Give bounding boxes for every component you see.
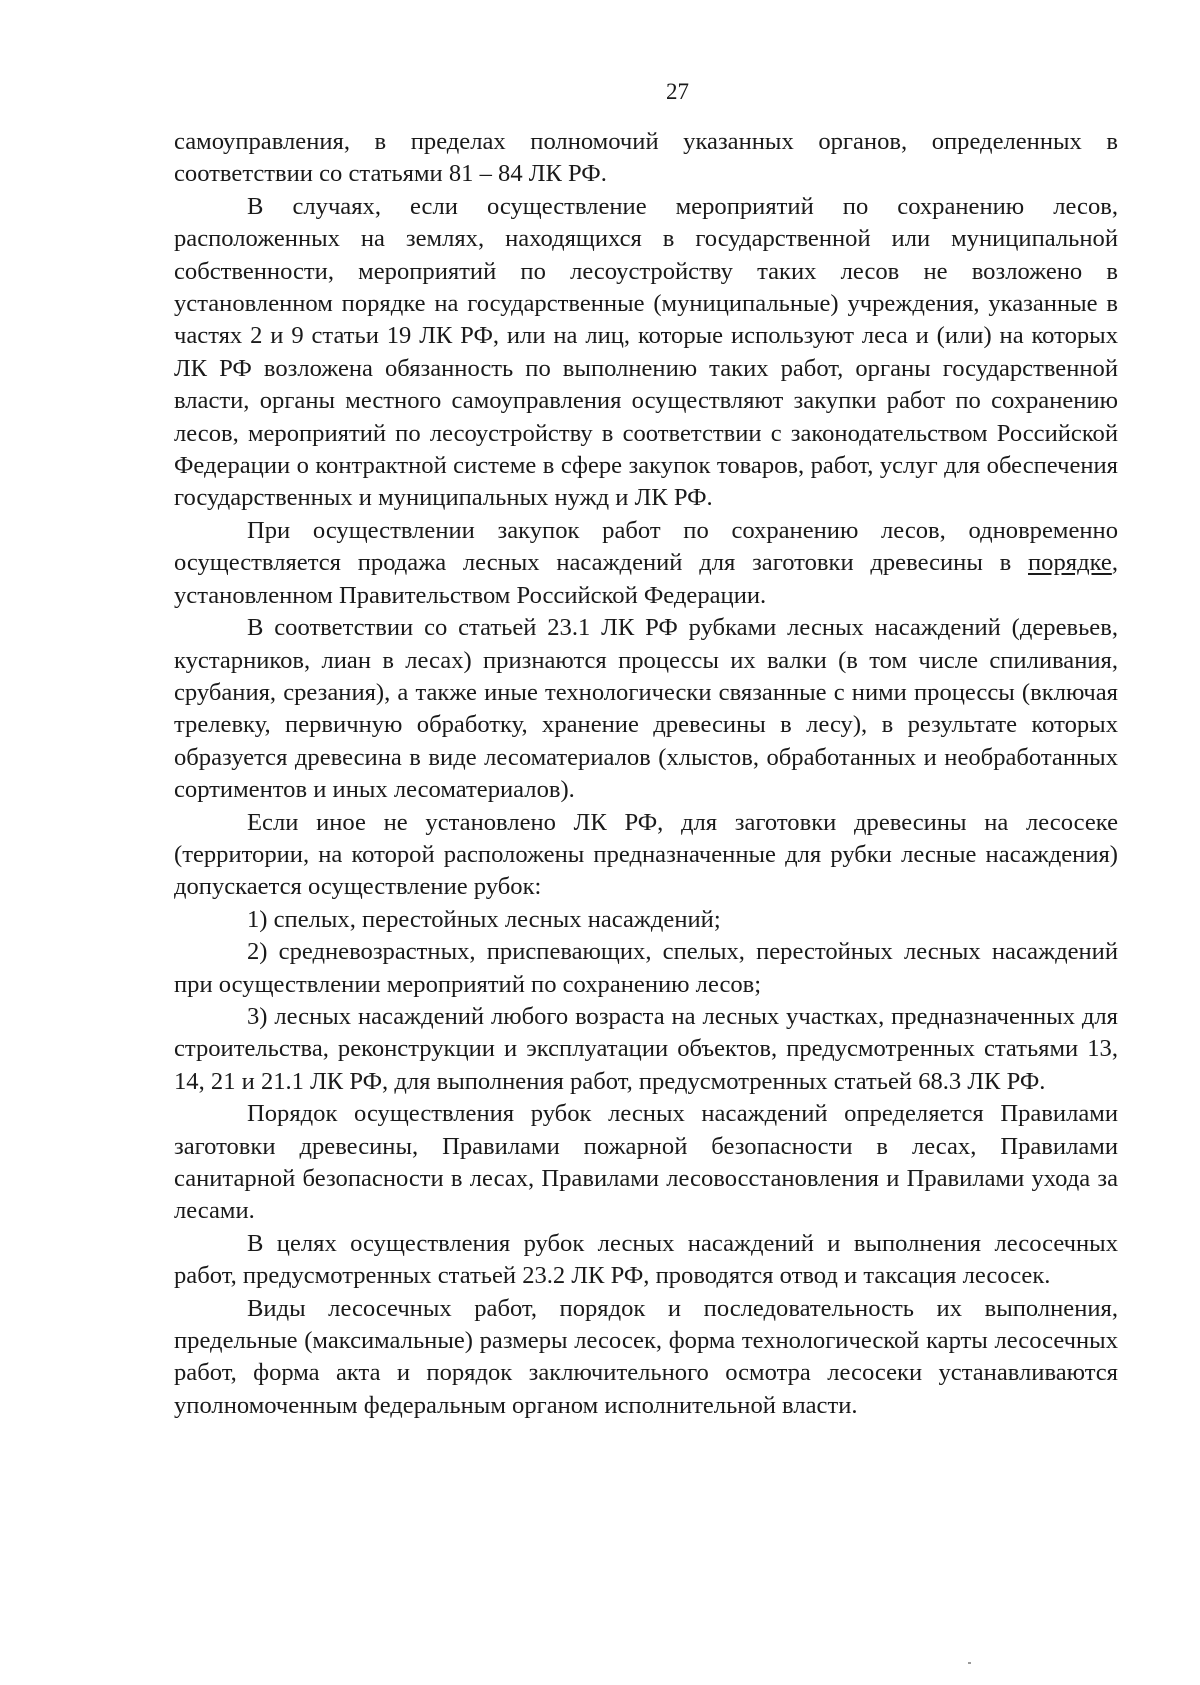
- paragraph-timber-sale-text-after: , установленном Правительством Российской Федерации.: [174, 549, 1118, 609]
- paragraph-felling-rules: Порядок осуществления рубок лесных насаждений определяется Правилами заготовки древесины, Правилами пожарной безопасности в лесах, Правилами санитарной безопасности в лесах, Правилами лесовосстановления и Правилами ухода за лесами.: [174, 1100, 1118, 1225]
- paragraph-allotment-taxation: В целях осуществления рубок лесных насаждений и выполнения лесосечных работ, предусмотренных статьей 23.2 ЛК РФ, проводятся отвод и таксация лесосек.: [174, 1229, 1118, 1290]
- list-item-1: 1) спелых, перестойных лесных насаждений;: [247, 905, 721, 933]
- scan-speck: [968, 1662, 971, 1664]
- document-body: [174, 126, 1118, 1422]
- paragraph-felling-permitted: Если иное не установлено ЛК РФ, для заготовки древесины на лесосеке (территории, на которой расположены предназначенные для рубки лесные насаждения) допускается осуществление рубок:: [174, 808, 1118, 901]
- paragraph-felling-definition: В соответствии со статьей 23.1 ЛК РФ рубками лесных насаждений (деревьев, кустарников, лиан в лесах) признаются процессы их валки (в том числе спиливания, срубания, срезания), а также иные технологически связанные с ними процессы (включая трелевку, первичную обработку, хранение древесины в лесу), в результате которых образуется древесина в виде лесоматериалов (хлыстов, обработанных и необработанных сортиментов и иных лесоматериалов).: [174, 614, 1118, 804]
- paragraph-continuation: самоуправления, в пределах полномочий указанных органов, определенных в соответствии со статьями 81 – 84 ЛК РФ.: [174, 128, 1118, 188]
- paragraph-procurement-conditions: В случаях, если осуществление мероприятий по сохранению лесов, расположенных на землях, находящихся в государственной или муниципальной собственности, мероприятий по лесоустройству таких лесов не возложено в установленном порядке на государственные (муниципальные) учреждения, указанные в частях 2 и 9 статьи 19 ЛК РФ, или на лиц, которые используют леса и (или) на которых ЛК РФ возложена обязанность по выполнению таких работ, органы государственной власти, органы местного самоуправления осуществляют закупки работ по сохранению лесов, мероприятий по лесоустройству в соответствии с законодательством Российской Федерации о контрактной системе в сфере закупок товаров, работ, услуг для обеспечения государственных и муниципальных нужд и ЛК РФ.: [174, 192, 1118, 512]
- paragraph-timber-sale-text-before: При осуществлении закупок работ по сохранению лесов, одновременно осуществляется продажа лесных насаждений для заготовки древесины в: [174, 516, 1118, 577]
- page-number: 27: [666, 79, 689, 104]
- list-item-2: 2) средневозрастных, приспевающих, спелых, перестойных лесных насаждений при осуществлении мероприятий по сохранению лесов;: [174, 938, 1118, 998]
- paragraph-timber-sale: [174, 515, 1118, 612]
- paragraph-logging-works: Виды лесосечных работ, порядок и последовательность их выполнения, предельные (максимальные) размеры лесосек, форма технологической карты лесосечных работ, форма акта и порядок заключительного осмотра лесосеки устанавливаются уполномоченным федеральным органом исполнительной власти.: [174, 1294, 1118, 1419]
- list-item-3: 3) лесных насаждений любого возраста на лесных участках, предназначенных для строительства, реконструкции и эксплуатации объектов, предусмотренных статьями 13, 14, 21 и 21.1 ЛК РФ, для выполнения работ, предусмотренных статьей 68.3 ЛК РФ.: [174, 1002, 1118, 1095]
- procedure-link[interactable]: порядке: [1028, 549, 1112, 577]
